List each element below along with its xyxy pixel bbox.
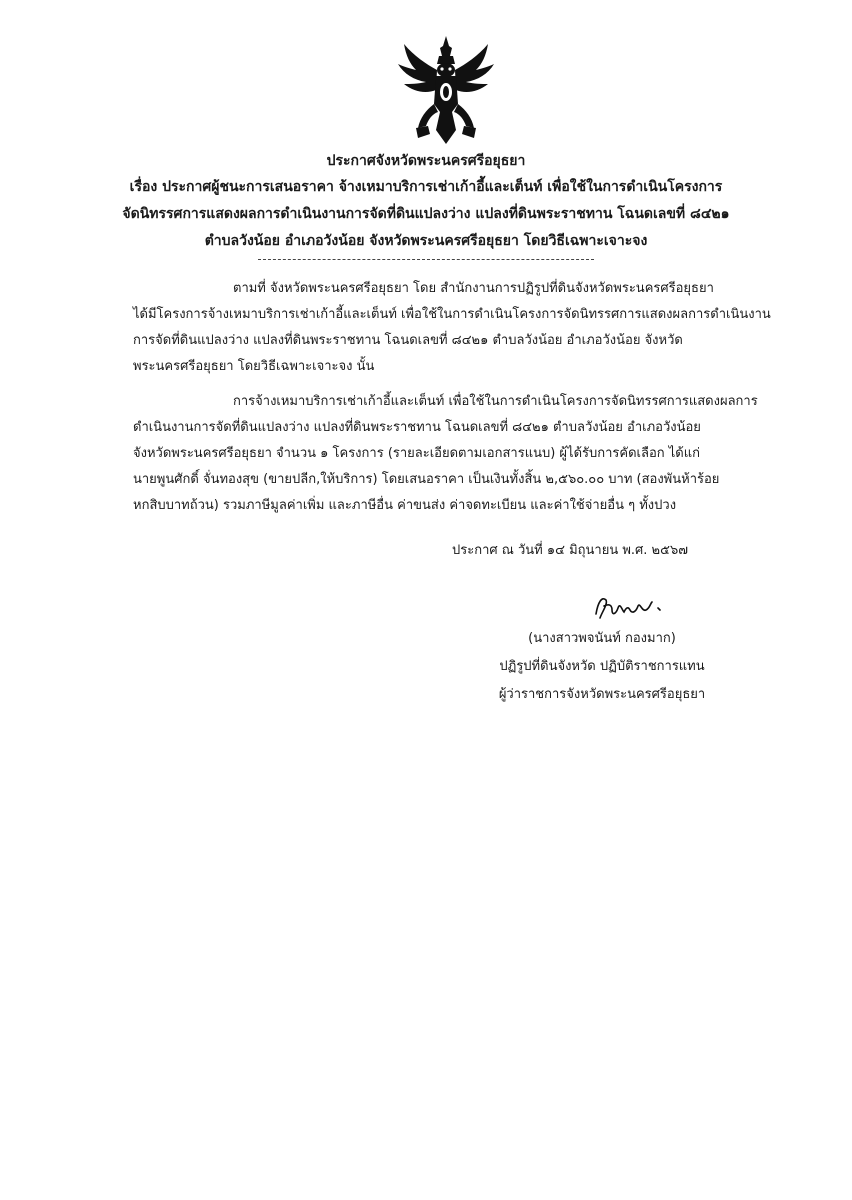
signer-position-2: ผู้ว่าราชการจังหวัดพระนครศรีอยุธยา — [498, 687, 706, 702]
paragraph2-line-5: หกสิบบาทถ้วน) รวมภาษีมูลค่าเพิ่ม และภาษีอื่น ค่าขนส่ง ค่าจดทะเบียน และค่าใช้จ่ายอื่น ๆ ทั้งปวง — [133, 498, 677, 513]
subject-line-1: เรื่อง ประกาศผู้ชนะการเสนอราคา จ้างเหมาบริการเช่าเก้าอี้และเต็นท์ เพื่อใช้ในการดำเนินโครงการ — [129, 179, 723, 195]
paragraph2-line-2: ดำเนินงานการจัดที่ดินแปลงว่าง แปลงที่ดินพระราชทาน โฉนดเลขที่ ๘๔๒๑ ตำบลวังน้อย อำเภอวังน้อย — [133, 420, 701, 435]
handwritten-signature-icon — [592, 592, 672, 622]
signer-position-1: ปฏิรูปที่ดินจังหวัด ปฏิบัติราชการแทน — [499, 659, 705, 674]
garuda-emblem-icon — [396, 34, 496, 146]
date-line: ประกาศ ณ วันที่ ๑๔ มิถุนายน พ.ศ. ๒๕๖๗ — [452, 543, 688, 558]
paragraph1-line-2: ได้มีโครงการจ้างเหมาบริการเช่าเก้าอี้และเต็นท์ เพื่อใช้ในการดำเนินโครงการจัดนิทรรศการแสดงผลการดำเนินงาน — [133, 307, 771, 322]
signer-name: (นางสาวพจนันท์ กองมาก) — [528, 631, 676, 646]
paragraph1-line-1: ตามที่ จังหวัดพระนครศรีอยุธยา โดย สำนักงานการปฏิรูปที่ดินจังหวัดพระนครศรีอยุธยา — [233, 281, 714, 296]
paragraph1-line-3: การจัดที่ดินแปลงว่าง แปลงที่ดินพระราชทาน โฉนดเลขที่ ๘๔๒๑ ตำบลวังน้อย อำเภอวังน้อย จังหวัด — [133, 333, 683, 348]
announcement-title: ประกาศจังหวัดพระนครศรีอยุธยา — [326, 153, 526, 169]
subject-line-3: ตำบลวังน้อย อำเภอวังน้อย จังหวัดพระนครศรีอยุธยา โดยวิธีเฉพาะเจาะจง — [204, 233, 648, 249]
paragraph2-line-4: นายพูนศักดิ์ จั่นทองสุข (ขายปลีก,ให้บริการ) โดยเสนอราคา เป็นเงินทั้งสิ้น ๒,๕๖๐.๐๐ บาท (สองพันห้าร้อย — [133, 472, 720, 487]
dashed-divider — [258, 259, 594, 260]
paragraph1-line-4: พระนครศรีอยุธยา โดยวิธีเฉพาะเจาะจง นั้น — [133, 359, 375, 374]
paragraph2-line-3: จังหวัดพระนครศรีอยุธยา จำนวน ๑ โครงการ (รายละเอียดตามเอกสารแนบ) ผู้ได้รับการคัดเลือก ได้แก่ — [133, 446, 700, 461]
subject-line-2: จัดนิทรรศการแสดงผลการดำเนินงานการจัดที่ดินแปลงว่าง แปลงที่ดินพระราชทาน โฉนดเลขที่ ๘๔๒๑ — [122, 206, 730, 222]
paragraph2-line-1: การจ้างเหมาบริการเช่าเก้าอี้และเต็นท์ เพื่อใช้ในการดำเนินโครงการจัดนิทรรศการแสดงผลการ — [233, 394, 758, 409]
